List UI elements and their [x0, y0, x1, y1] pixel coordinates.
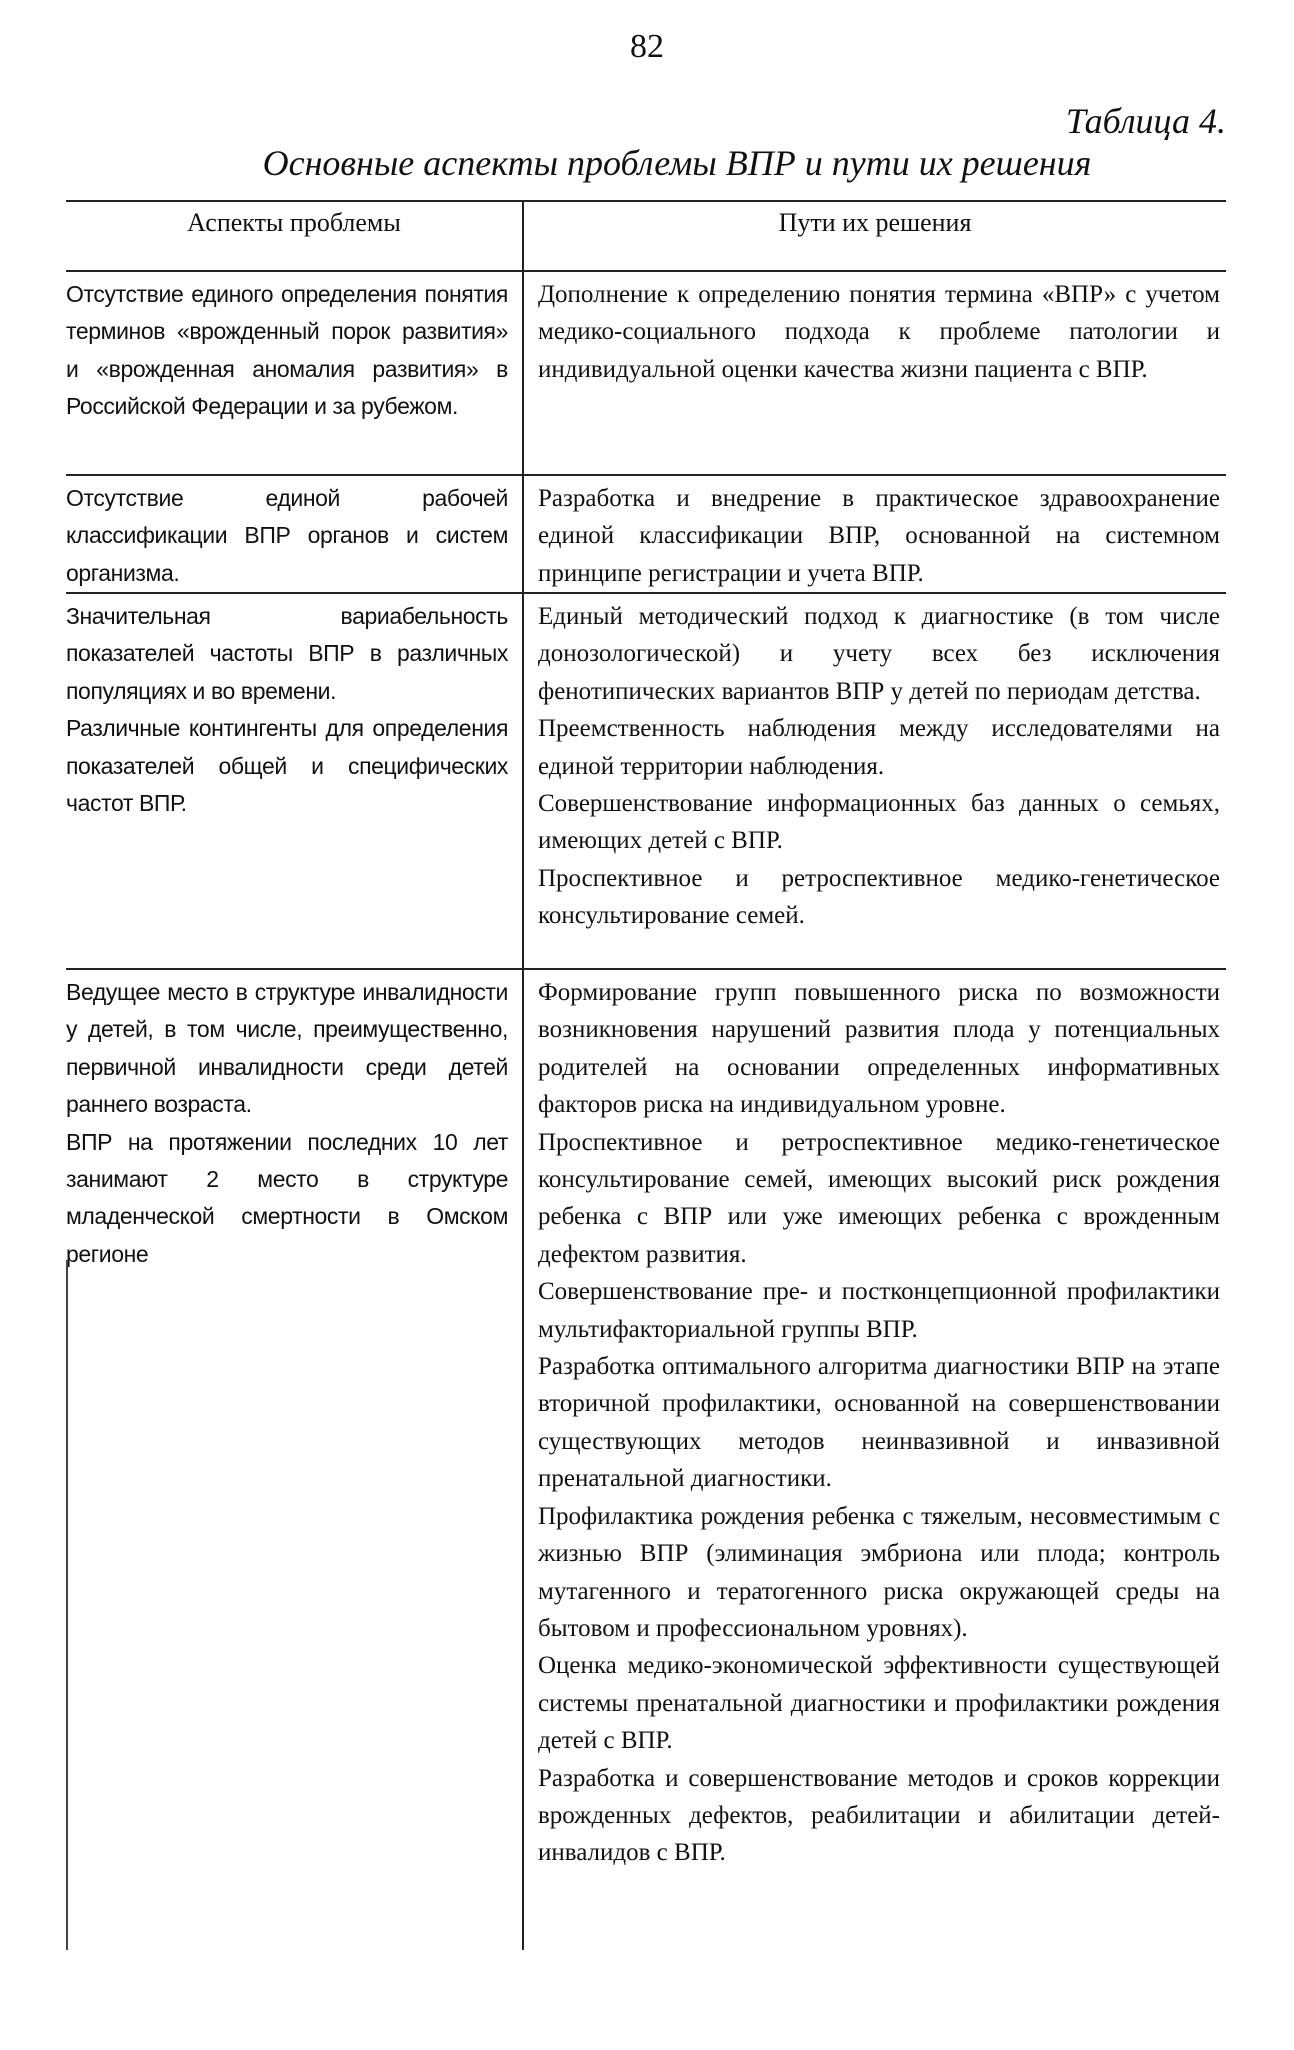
aspect-text: Отсутствие единой рабочей классификации ВПР органов и систем организма. [66, 485, 508, 586]
solution-cell [522, 476, 1226, 592]
solution-text: Разработка и совершенствование методов и сроков коррекции врожденных дефектов, реабилитации и абилитации детей-инвалидов с ВПР. [538, 1764, 1220, 1867]
table-header-row [66, 200, 1226, 272]
solution-text: Разработка и внедрение в практическое здравоохранение единой классификации ВПР, основанной на системном принципе регистрации и учета ВПР. [538, 485, 1220, 587]
solution-cell [522, 594, 1226, 968]
aspect-text: Отсутствие единого определения понятия терминов «врожденный порок развития» и «врожденная аномалия развития» в Российской Федерации и за рубежом. [66, 281, 508, 420]
table-label: Таблица 4. [1065, 101, 1226, 141]
solution-text: Совершенствование информационных баз данных о семьях, имеющих детей с ВПР. [538, 790, 1220, 855]
table-title: Основные аспекты проблемы ВПР и пути их решения [262, 143, 1092, 183]
solution-text: Единый методический подход к диагностике (в том числе донозологической) и учету всех без исключения фенотипических вариантов ВПР у детей по периодам детства. [538, 603, 1220, 705]
solution-text: Проспективное и ретроспективное медико-генетическое консультирование семей. [538, 864, 1220, 930]
solution-text: Совершенствование пре- и постконцепционной профилактики мультифакториальной группы ВПР. [538, 1278, 1220, 1343]
aspects-table [66, 200, 1226, 1950]
cell-left-rule [66, 1260, 68, 1950]
solution-text: Профилактика рождения ребенка с тяжелым, несовместимым с жизнью ВПР (элиминация эмбриона или плода; контроль мутагенного и тератогенного риска окружающей среды на бытовом и профессиональном уровнях). [538, 1502, 1220, 1642]
aspect-text: Ведущее место в структуре инвалидности у детей, в том числе, преимущественно, первичной инвалидности среди детей раннего возраста. [66, 979, 508, 1118]
header-solutions: Пути их решения [522, 202, 1226, 270]
table-row [66, 594, 1226, 970]
table-row [66, 272, 1226, 476]
solution-cell [522, 272, 1226, 474]
aspect-cell [66, 272, 522, 474]
solution-text: Оценка медико-экономической эффективности существующей системы пренатальной диагностики и профилактики рождения детей с ВПР. [538, 1652, 1220, 1755]
solution-text: Проспективное и ретроспективное медико-генетическое консультирование семей, имеющих высокий риск рождения ребенка с ВПР или уже имеющих ребенка с врожденным дефектом развития. [538, 1128, 1220, 1268]
table-row [66, 476, 1226, 594]
solution-text: Формирование групп повышенного риска по возможности возникновения нарушений развития плода у потенциальных родителей на основании определенных информативных факторов риска на индивидуальном уровне. [538, 979, 1220, 1119]
aspect-text: Различные контингенты для определения показателей общей и специфических частот ВПР. [66, 715, 508, 817]
aspect-cell [66, 970, 522, 1950]
table-row [66, 970, 1226, 1950]
aspect-text: Значительная вариабельность показателей частоты ВПР в различных популяциях и во времени. [66, 603, 508, 704]
page-number: 82 [630, 28, 664, 65]
aspect-cell [66, 476, 522, 592]
solution-text: Разработка оптимального алгоритма диагностики ВПР на этапе вторичной профилактики, основанной на совершенствовании существующих методов неинвазивной и инвазивной пренатальной диагностики. [538, 1353, 1220, 1493]
solution-text: Дополнение к определению понятия термина «ВПР» с учетом медико-социального подхода к проблеме патологии и индивидуальной оценки качества жизни пациента с ВПР. [538, 281, 1220, 383]
aspect-cell [66, 594, 522, 968]
solution-text: Преемственность наблюдения между исследователями на единой территории наблюдения. [538, 715, 1220, 780]
solution-cell [522, 970, 1226, 1950]
header-aspects: Аспекты проблемы [187, 208, 401, 237]
aspect-text: ВПР на протяжении последних 10 лет занимают 2 место в структуре младенческой смертности в Омском регионе [66, 1128, 508, 1267]
